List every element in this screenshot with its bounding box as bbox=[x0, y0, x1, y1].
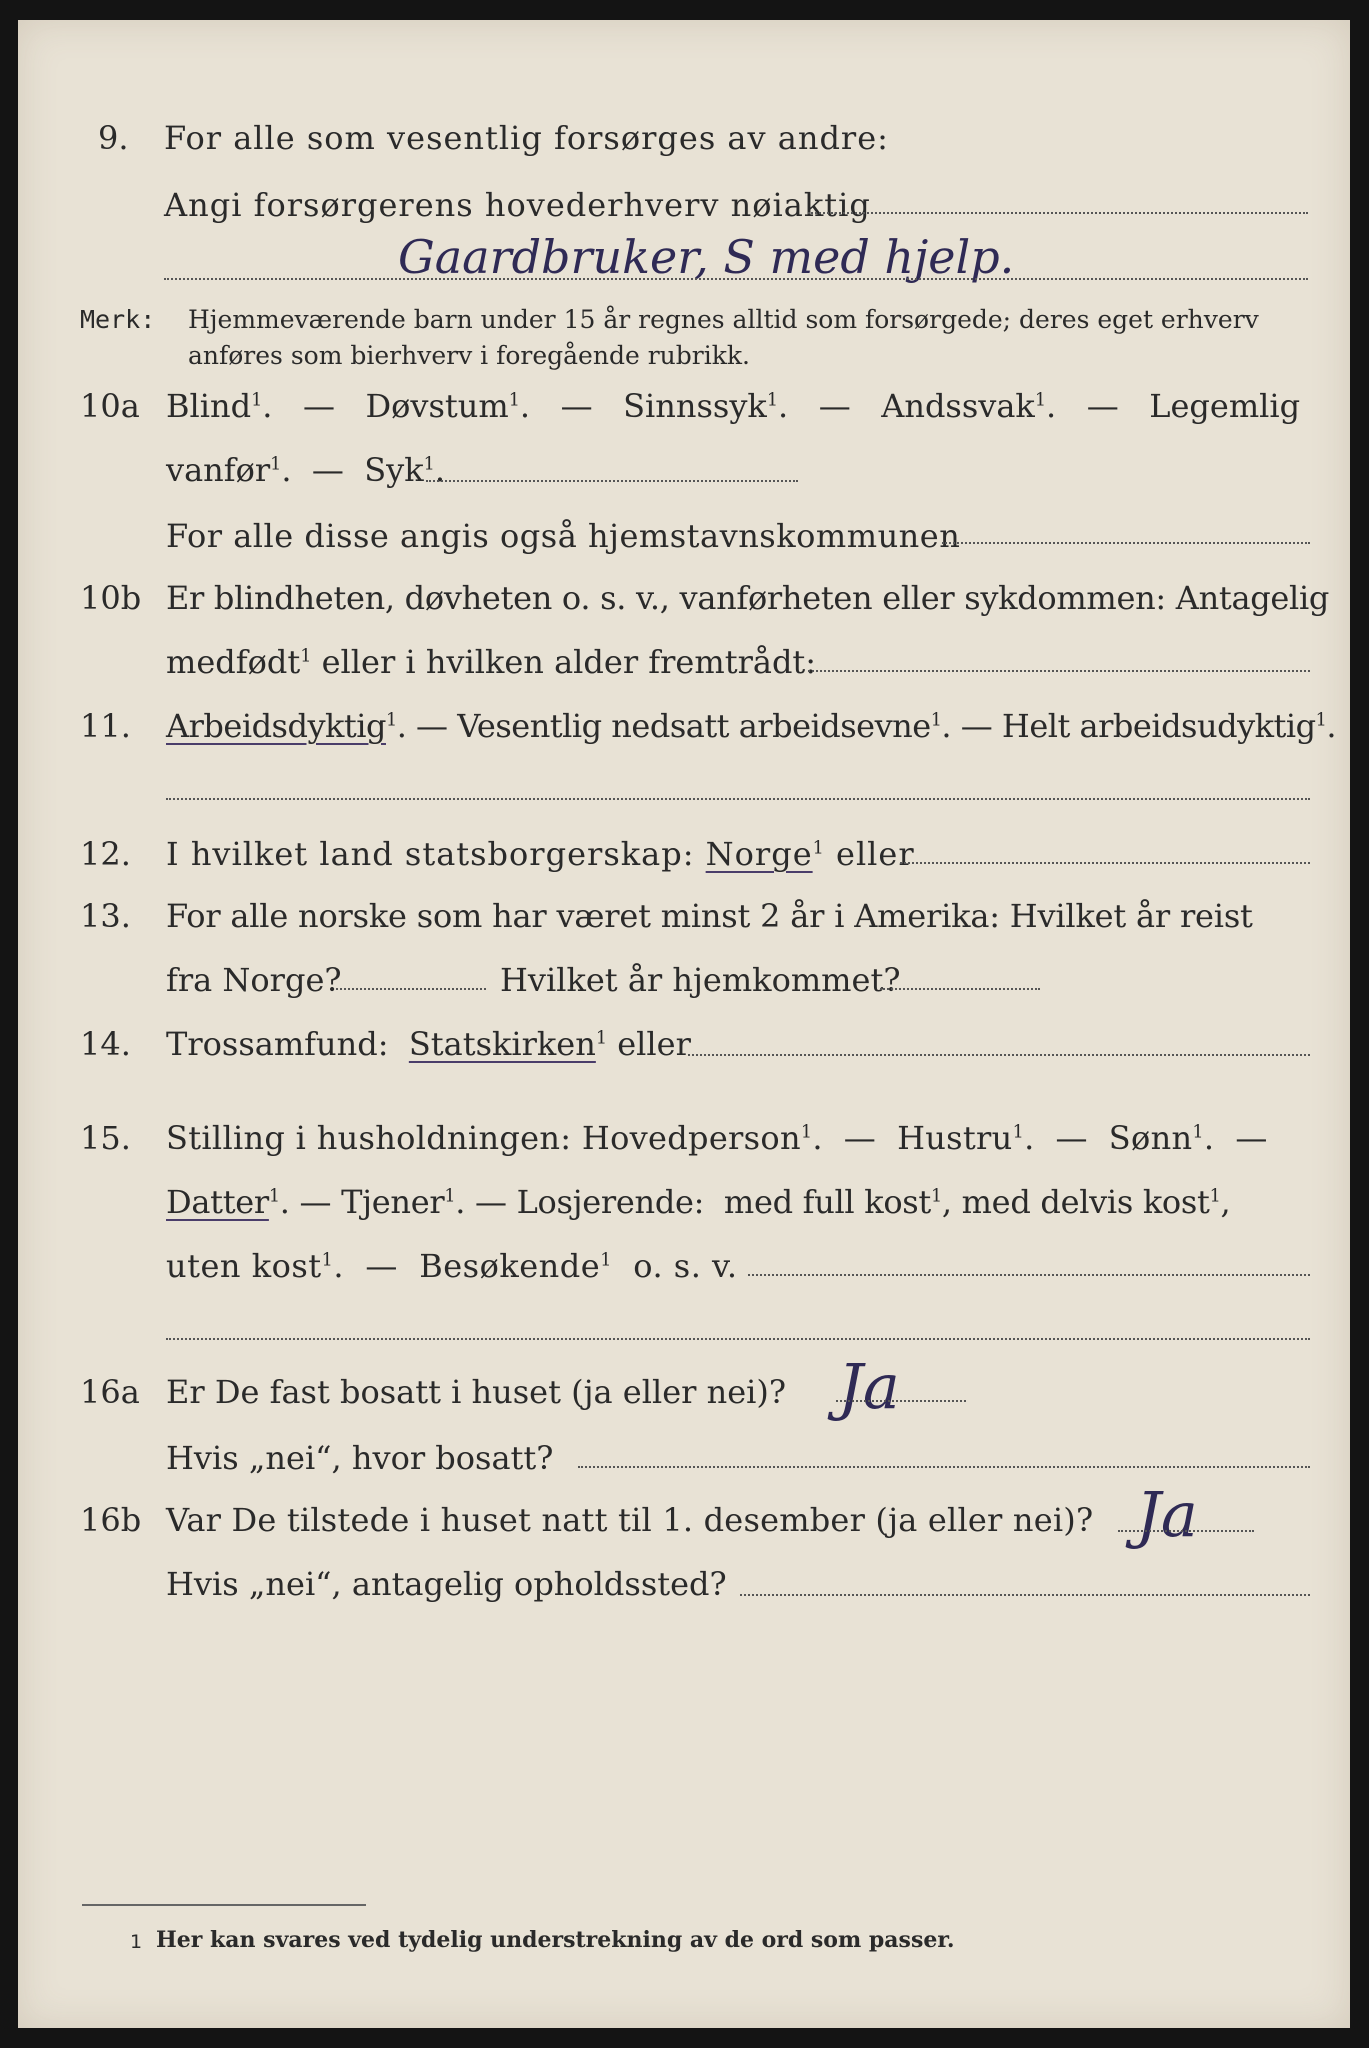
q12-text: I hvilket land statsborgerskap: bbox=[166, 835, 695, 873]
q15-hustru: Hustru bbox=[897, 1119, 1013, 1157]
q10a-syk: Syk bbox=[364, 451, 424, 489]
footnote-mark: 1 bbox=[600, 1250, 612, 1271]
q13-number: 13. bbox=[80, 897, 131, 935]
period: . bbox=[1326, 707, 1336, 745]
dash: — bbox=[416, 707, 448, 745]
footnote-mark: 1 bbox=[1012, 1122, 1025, 1143]
dash: — bbox=[475, 1183, 507, 1221]
q9-number: 9. bbox=[98, 119, 129, 157]
q15-datter: Datter bbox=[166, 1183, 269, 1221]
period: . bbox=[434, 451, 445, 489]
period: . bbox=[396, 707, 407, 745]
q10a-line2 bbox=[166, 450, 445, 490]
q13-hjemkommet: Hvilket år hjemkommet? bbox=[500, 961, 901, 999]
period: . bbox=[262, 387, 273, 425]
q10a-vanfor: vanfør bbox=[166, 451, 271, 489]
q15-hovedperson: Stilling i husholdningen: Hovedperson bbox=[166, 1119, 801, 1157]
footnote-mark: 1 bbox=[444, 1186, 456, 1207]
dash: — bbox=[960, 707, 993, 745]
dash: — bbox=[1235, 1119, 1268, 1157]
q10a-line1 bbox=[166, 386, 1300, 426]
dash: — bbox=[299, 1183, 332, 1221]
q15-dotted-line bbox=[748, 1274, 1310, 1276]
footnote-mark: 1 bbox=[812, 838, 825, 859]
q10a-line3: For alle disse angis også hjemstavnskommunen bbox=[166, 517, 961, 555]
q15-sonn: Sønn bbox=[1108, 1119, 1193, 1157]
q14-statskirken: Statskirken bbox=[408, 1025, 596, 1063]
footnote-mark: 1 bbox=[268, 1186, 280, 1207]
dash: — bbox=[1055, 1119, 1088, 1157]
q10b-number: 10b bbox=[80, 579, 142, 617]
q10b-line2 bbox=[166, 642, 816, 682]
q12-line bbox=[166, 834, 915, 874]
dash: — bbox=[843, 1119, 877, 1157]
period: . bbox=[1046, 387, 1057, 425]
period: . bbox=[279, 1183, 290, 1221]
footnote-text: Her kan svares ved tydelig understrekning av de ord som passer. bbox=[156, 1927, 955, 1953]
footnote-rule bbox=[82, 1904, 366, 1906]
dash: — bbox=[560, 387, 593, 425]
period: . bbox=[281, 451, 292, 489]
q16a-dotted-line bbox=[836, 1400, 966, 1402]
q15-line2: Datter$^1$. — Tjener$^1$. — Losjerende: med full kost$^1$, med delvis kost$^1$, bbox=[166, 1183, 1231, 1221]
q14-text: Trossamfund: bbox=[166, 1025, 389, 1063]
merk-label: Merk: bbox=[80, 305, 156, 334]
footnote-mark: 1 bbox=[1209, 1186, 1221, 1207]
q10a-number: 10a bbox=[80, 387, 140, 425]
footnote-mark: 1 bbox=[251, 390, 263, 411]
q12-norge: Norge bbox=[705, 835, 813, 873]
footnote-mark: 1 bbox=[930, 1186, 942, 1207]
q15-number: 15. bbox=[80, 1119, 131, 1157]
q10a-blind: Blind bbox=[166, 387, 252, 425]
footnote-mark: 1 bbox=[766, 390, 779, 411]
q15-dotted-line-2 bbox=[166, 1338, 1310, 1340]
q9-line2: Angi forsørgerens hovederhverv nøiaktig bbox=[164, 186, 871, 224]
q15-losjerende: Losjerende: bbox=[516, 1183, 705, 1221]
census-form bbox=[18, 20, 1350, 2028]
q13-hjem-dotted-line bbox=[880, 988, 1040, 990]
q12-dotted-line bbox=[900, 862, 1310, 864]
q9-line1: For alle som vesentlig forsørges av andre: bbox=[164, 119, 889, 157]
q11-line bbox=[166, 706, 1336, 746]
footnote-mark: 1 bbox=[508, 390, 520, 411]
period: . bbox=[1203, 1119, 1215, 1157]
q11-arbeidsdyktig: Arbeidsdyktig bbox=[166, 707, 386, 745]
q13-fra-norge: fra Norge? bbox=[166, 961, 342, 999]
merk-line1: Hjemmeværende barn under 15 år regnes alltid som forsørgede; deres eget erhverv bbox=[188, 305, 1259, 334]
q16b-handwritten-answer: Ja bbox=[1136, 1478, 1198, 1551]
q16a-line2: Hvis „nei“, hvor bosatt? bbox=[166, 1439, 554, 1477]
q11-number: 11. bbox=[80, 707, 131, 745]
q16b-opholdssted-dotted-line bbox=[740, 1594, 1310, 1596]
q10b-line2-rest: eller i hvilken alder fremtrådt: bbox=[321, 643, 817, 681]
q15-uten: uten kost bbox=[166, 1247, 322, 1285]
q15-fullkost: med full kost bbox=[723, 1183, 931, 1221]
q15-osv: o. s. v. bbox=[633, 1247, 738, 1285]
footnote-mark: 1 bbox=[1192, 1122, 1204, 1143]
q16b-number: 16b bbox=[80, 1501, 142, 1539]
footnote-mark: 1 bbox=[386, 710, 397, 731]
footnote-mark: 1 bbox=[1034, 390, 1047, 411]
q10a-syk-dotted-line bbox=[426, 480, 798, 482]
q15-line1 bbox=[166, 1118, 1268, 1158]
footnote-mark: 1 bbox=[595, 1028, 608, 1049]
merk-line2: anføres som bierhverv i foregående rubrikk. bbox=[188, 341, 750, 370]
q10a-sinnssyk: Sinnssyk bbox=[623, 387, 767, 425]
q13-line1: For alle norske som har været minst 2 år i Amerika: Hvilket år reist bbox=[166, 897, 1253, 935]
dash: — bbox=[311, 451, 344, 489]
q16a-handwritten-answer: Ja bbox=[838, 1350, 900, 1423]
q9-dotted-line bbox=[808, 212, 1308, 214]
q13-reist-dotted-line bbox=[336, 988, 486, 990]
q16a-bosatt-dotted-line bbox=[578, 1466, 1310, 1468]
period: . bbox=[519, 387, 531, 425]
footnote-mark: 1 bbox=[423, 454, 435, 475]
q10a-legemlig: Legemlig bbox=[1149, 387, 1301, 425]
period: . bbox=[941, 707, 952, 745]
q15-tjener: Tjener bbox=[341, 1183, 445, 1221]
q16b-line2: Hvis „nei“, antagelig opholdssted? bbox=[166, 1565, 727, 1603]
period: . bbox=[778, 387, 789, 425]
q14-number: 14. bbox=[80, 1025, 131, 1063]
footnote-mark: 1 bbox=[800, 1122, 813, 1143]
q16b-line1: Var De tilstede i huset natt til 1. desember (ja eller nei)? bbox=[166, 1501, 1094, 1539]
q10a-andssvak: Andssvak bbox=[881, 387, 1035, 425]
q11-nedsatt: Vesentlig nedsatt arbeidsevne bbox=[457, 707, 931, 745]
q11-dotted-line bbox=[166, 798, 1310, 800]
q10a-dovstum: Døvstum bbox=[365, 387, 509, 425]
q11-udyktig: Helt arbeidsudyktig bbox=[1001, 707, 1316, 745]
q12-number: 12. bbox=[80, 835, 131, 873]
q12-eller: eller bbox=[836, 835, 915, 873]
q10b-dotted-line bbox=[808, 670, 1310, 672]
dash: — bbox=[818, 387, 851, 425]
q15-line3 bbox=[166, 1246, 738, 1286]
q9-handwritten-answer: Gaardbruker, S med hjelp. bbox=[398, 230, 1015, 284]
dash: — bbox=[365, 1247, 398, 1285]
period: . bbox=[455, 1183, 466, 1221]
q15-besokende: Besøkende bbox=[419, 1247, 601, 1285]
footnote-mark: 1 bbox=[930, 710, 942, 731]
q10b-line1: Er blindheten, døvheten o. s. v., vanførheten eller sykdommen: Antagelig bbox=[166, 579, 1330, 617]
footnote-mark: 1 bbox=[300, 646, 312, 667]
period: . bbox=[1024, 1119, 1035, 1157]
form-page bbox=[18, 20, 1350, 2028]
q14-dotted-line bbox=[688, 1054, 1310, 1056]
footnote-mark-text: 1 bbox=[130, 1931, 143, 1953]
footnote-mark: 1 bbox=[270, 454, 282, 475]
q16a-line1: Er De fast bosatt i huset (ja eller nei)? bbox=[166, 1373, 787, 1411]
q15-delvis: med delvis kost bbox=[961, 1183, 1210, 1221]
q16a-number: 16a bbox=[80, 1373, 140, 1411]
period: . bbox=[812, 1119, 823, 1157]
q10b-medfodt: medfødt bbox=[166, 643, 301, 681]
footnote-mark: 1 bbox=[321, 1250, 334, 1271]
q14-line bbox=[166, 1024, 691, 1064]
q14-eller: eller bbox=[617, 1025, 691, 1063]
q10a-dotted-line bbox=[942, 542, 1310, 544]
footnote-mark: 1 bbox=[1315, 710, 1327, 731]
dash: — bbox=[302, 387, 335, 425]
q9-answer-line bbox=[164, 278, 1308, 280]
dash: — bbox=[1086, 387, 1119, 425]
period: . bbox=[333, 1247, 344, 1285]
q16b-dotted-line bbox=[1118, 1530, 1254, 1532]
